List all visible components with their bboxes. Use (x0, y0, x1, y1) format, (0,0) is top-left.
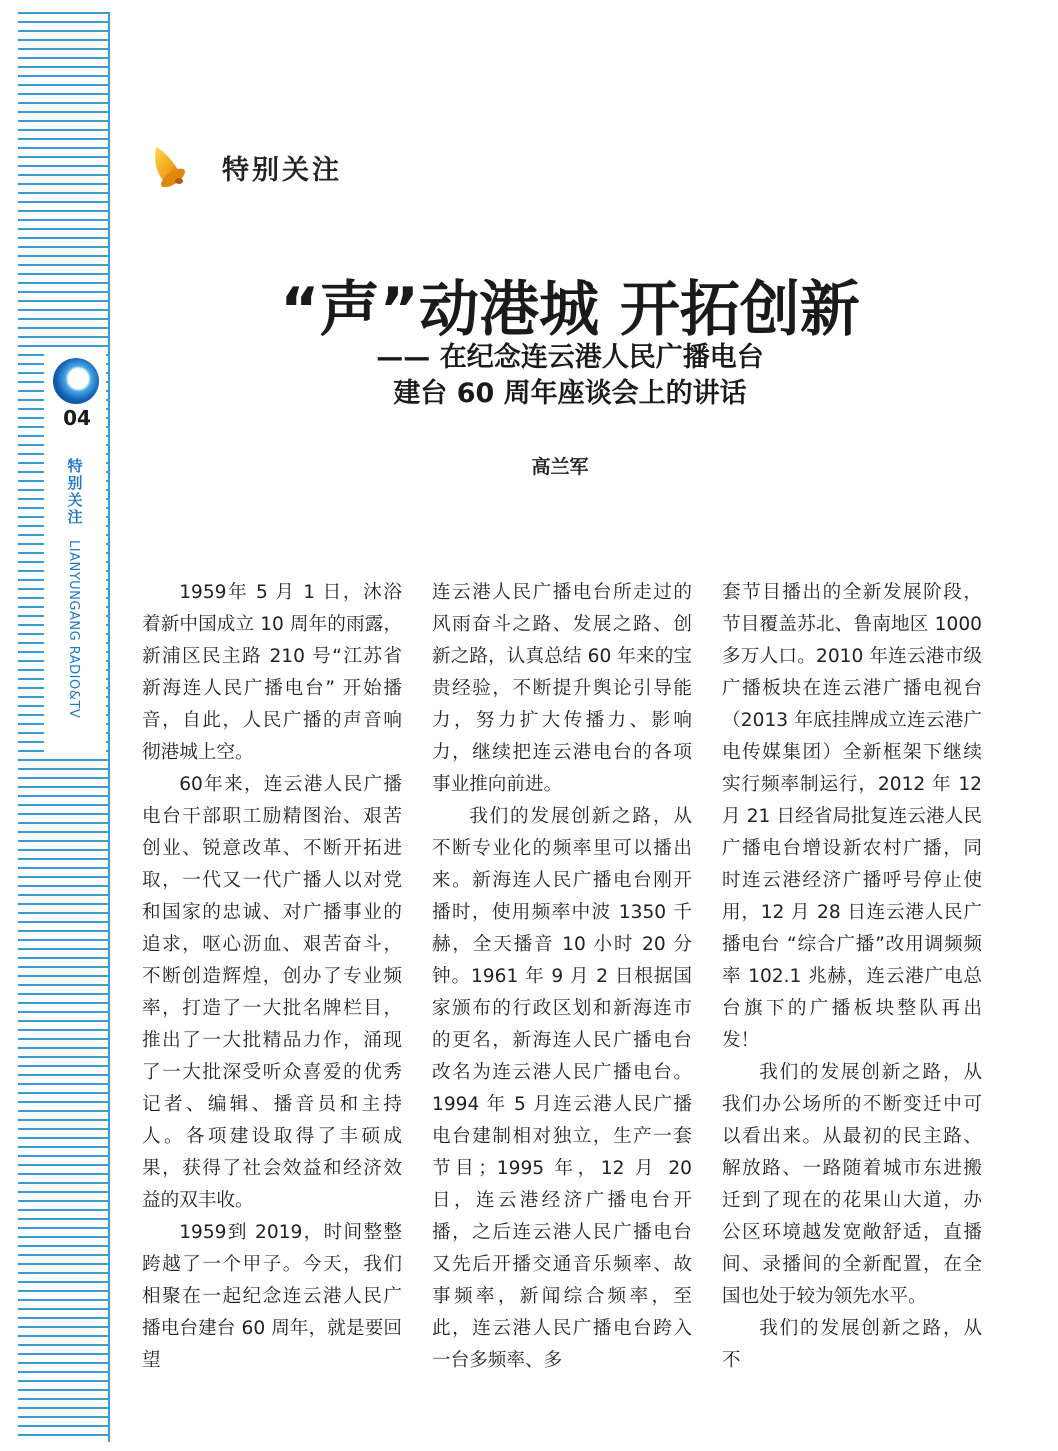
subtitle-line-1: —— 在纪念连云港人民广播电台 (376, 342, 764, 373)
article-author: 高兰军 (531, 456, 589, 478)
paragraph: 套节目播出的全新发展阶段，节目覆盖苏北、鲁南地区 1000 多万人口。2010 年连云港市级广播板块在连云港广播电视台（2013 年底挂牌成立连云港广电传媒集团）全新框架下继续实行频率制运行，2012 年 12 月 21 日经省局批复连云港人民广播电台增设新农村广播，同时连云港经济广播呼号停止使用，12 月 28 日连云港人民广播电台 “综合广播”改用调频频率 102.1 兆赫，连云港广电总台旗下的广播板块整队再出发！ (722, 582, 982, 1051)
bell-icon (146, 143, 194, 187)
section-vertical-label: 特别关注 (67, 457, 83, 526)
brand-vertical-label: LIANYUNGANG RADIO&TV (66, 540, 81, 719)
paragraph: 60年来，连云港人民广播电台干部职工励精图治、艰苦创业、锐意改革、不断开拓进取，一代又一代广播人以对党和国家的忠诚、对广播事业的追求，呕心沥血、艰苦奋斗，不断创造辉煌，创办了专业频率，打造了一大批名牌栏目，推出了一大批精品力作，涌现了一大批深受听众喜爱的优秀记者、编辑、播音员和主持人。各项建设取得了丰硕成果，获得了社会效益和经济效益的双丰收。 (142, 774, 402, 1211)
body-column-2 (432, 577, 692, 1377)
body-column-3 (722, 577, 982, 1377)
body-column-1 (142, 577, 402, 1377)
paragraph: 我们的发展创新之路，从不断专业化的频率里可以播出来。新海连人民广播电台刚开播时，使用频率中波 1350 千赫，全天播音 10 小时 20 分钟。1961 年 9 月 2 日根据国家颁布的行政区划和新海连市的更名，新海连人民广播电台改名为连云港人民广播电台。1994 年 5 月连云港人民广播电台建制相对独立，生产一套节目；1995 年，12 月 20 日，连云港经济广播电台开播，之后连云港人民广播电台又先后开播交通音乐频率、故事频率，新闻综合频率，至此，连云港人民广播电台跨入一台多频率、多 (432, 806, 692, 1371)
subtitle-line-2: 建台 60 周年座谈会上的讲话 (393, 378, 747, 409)
paragraph: 1959年 5 月 1 日，沐浴着新中国成立 10 周年的雨露，新浦区民主路 210 号“江苏省新海连人民广播电台” 开始播音，自此，人民广播的声音响彻港城上空。 (142, 582, 402, 763)
article-title: “声”动港城 开拓创新 (280, 275, 860, 345)
page-number: 04 (63, 406, 91, 430)
paragraph: 我们的发展创新之路，从我们办公场所的不断变迁中可以看出来。从最初的民主路、解放路、一路随着城市东进搬迁到了现在的花果山大道，办公区环境越发宽敞舒适，直播间、录播间的全新配置，在全国也处于较为领先水平。 (722, 1062, 982, 1307)
section-title: 特别关注 (222, 155, 342, 186)
paragraph: 连云港人民广播电台所走过的风雨奋斗之路、发展之路、创新之路，认真总结 60 年来的宝贵经验，不断提升舆论引导能力，努力扩大传播力、影响力，继续把连云港电台的各项事业推向前进。 (432, 582, 692, 795)
paragraph: 1959到 2019，时间整整跨越了一个甲子。今天，我们相聚在一起纪念连云港人民广播电台建台 60 周年，就是要回望 (142, 1222, 402, 1371)
paragraph: 我们的发展创新之路，从不 (722, 1318, 982, 1371)
article-subtitle (0, 340, 1058, 412)
